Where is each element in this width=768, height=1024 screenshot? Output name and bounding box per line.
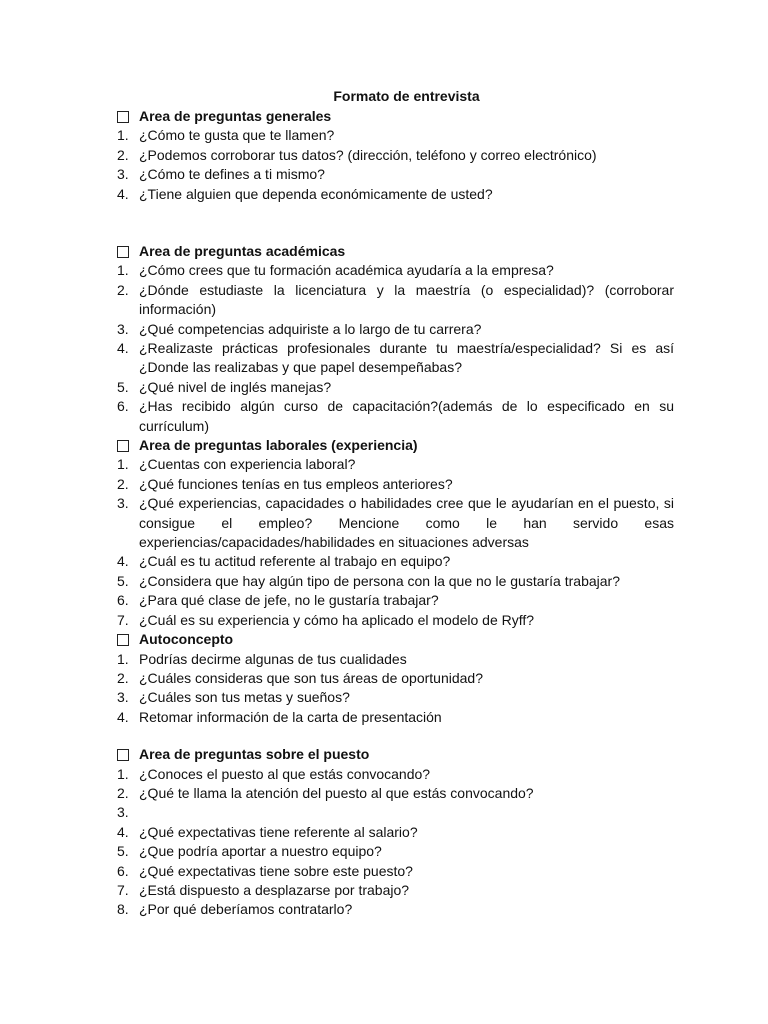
list-item bbox=[117, 591, 674, 610]
item-text: ¿Por qué deberíamos contratarlo? bbox=[139, 901, 353, 918]
item-number: 5. bbox=[117, 378, 129, 395]
section-heading bbox=[117, 630, 674, 649]
item-text: ¿Qué te llama la atención del puesto al que estás convocando? bbox=[139, 784, 534, 801]
list-item bbox=[117, 281, 674, 320]
list-item bbox=[117, 650, 674, 669]
list-item bbox=[117, 397, 674, 436]
item-number: 3. bbox=[117, 495, 129, 512]
list-item bbox=[117, 185, 674, 204]
section-heading bbox=[117, 242, 674, 261]
item-number: 2. bbox=[117, 669, 129, 686]
item-text: ¿Cuentas con experiencia laboral? bbox=[139, 456, 356, 473]
list-item bbox=[117, 261, 674, 280]
list-item bbox=[117, 494, 674, 552]
item-number: 1. bbox=[117, 127, 129, 144]
item-number: 6. bbox=[117, 862, 129, 879]
list-item bbox=[117, 900, 674, 919]
question-list bbox=[117, 765, 674, 920]
document-content bbox=[117, 107, 674, 920]
list-item bbox=[117, 765, 674, 784]
list-item bbox=[117, 320, 674, 339]
section-general-questions bbox=[117, 107, 674, 204]
item-number: 4. bbox=[117, 708, 129, 725]
item-text: ¿Cómo crees que tu formación académica ayudaría a la empresa? bbox=[139, 262, 554, 279]
item-text: ¿Considera que hay algún tipo de persona con la que no le gustaría trabajar? bbox=[139, 572, 620, 589]
item-number: 3. bbox=[117, 804, 129, 821]
section-heading-label: Area de preguntas académicas bbox=[139, 243, 346, 260]
section-work-experience-questions bbox=[117, 436, 674, 630]
item-number: 4. bbox=[117, 553, 129, 570]
list-item bbox=[117, 611, 674, 630]
item-text: ¿Podemos corroborar tus datos? (dirección, teléfono y correo electrónico) bbox=[139, 146, 597, 163]
list-item bbox=[117, 126, 674, 145]
checkbox-icon[interactable] bbox=[117, 111, 129, 123]
item-text: Retomar información de la carta de presentación bbox=[139, 708, 442, 725]
item-number: 2. bbox=[117, 146, 129, 163]
section-heading bbox=[117, 107, 674, 126]
section-position-questions bbox=[117, 745, 674, 920]
item-number: 3. bbox=[117, 689, 129, 706]
item-text: ¿Qué competencias adquiriste a lo largo de tu carrera? bbox=[139, 320, 482, 337]
question-list bbox=[117, 650, 674, 728]
item-number: 2. bbox=[117, 784, 129, 801]
item-text: ¿Qué expectativas tiene referente al salario? bbox=[139, 823, 418, 840]
list-item bbox=[117, 784, 674, 803]
document-title: Formato de entrevista bbox=[333, 88, 480, 104]
section-heading-label: Area de preguntas generales bbox=[139, 108, 332, 124]
item-text: ¿Está dispuesto a desplazarse por trabajo? bbox=[139, 881, 410, 898]
item-text: ¿Cuáles son tus metas y sueños? bbox=[139, 689, 350, 706]
item-number: 5. bbox=[117, 572, 129, 589]
item-number: 3. bbox=[117, 166, 129, 183]
item-number: 7. bbox=[117, 881, 129, 898]
checkbox-icon[interactable] bbox=[117, 634, 129, 646]
list-item bbox=[117, 165, 674, 184]
item-text: ¿Realizaste prácticas profesionales durante tu maestría/especialidad? Si es así ¿Donde las realizabas y que papel desempeñabas? bbox=[139, 340, 674, 376]
item-text: ¿Qué experiencias, capacidades o habilidades cree que le ayudarían en el puesto, si consigue el empleo? Mencione como le han servido esas experiencias/capacidades/habilidades en situaciones adversas bbox=[139, 495, 674, 551]
item-text: ¿Has recibido algún curso de capacitación?(además de lo especificado en su currículum) bbox=[139, 398, 674, 434]
item-number: 1. bbox=[117, 765, 129, 782]
item-number: 1. bbox=[117, 262, 129, 279]
question-list bbox=[117, 261, 674, 436]
item-text: ¿Qué funciones tenías en tus empleos anteriores? bbox=[139, 475, 453, 492]
list-item bbox=[117, 378, 674, 397]
item-number: 7. bbox=[117, 611, 129, 628]
list-item bbox=[117, 708, 674, 727]
item-text: ¿Que podría aportar a nuestro equipo? bbox=[139, 843, 382, 860]
list-item bbox=[117, 552, 674, 571]
item-text: ¿Dónde estudiaste la licenciatura y la maestría (o especialidad)? (corroborar información) bbox=[139, 281, 674, 318]
item-number: 6. bbox=[117, 592, 129, 609]
item-number: 8. bbox=[117, 901, 129, 918]
item-text: ¿Cuál es tu actitud referente al trabajo en equipo? bbox=[139, 553, 451, 570]
item-text: Podrías decirme algunas de tus cualidades bbox=[139, 650, 407, 667]
item-number: 1. bbox=[117, 456, 129, 473]
section-academic-questions bbox=[117, 242, 674, 436]
item-text: ¿Cuáles consideras que son tus áreas de oportunidad? bbox=[139, 669, 483, 686]
item-number: 3. bbox=[117, 320, 129, 337]
list-item bbox=[117, 862, 674, 881]
item-text: ¿Cómo te defines a ti mismo? bbox=[139, 166, 325, 183]
section-heading-label: Area de preguntas sobre el puesto bbox=[139, 746, 370, 763]
item-number: 4. bbox=[117, 823, 129, 840]
list-item bbox=[117, 823, 674, 842]
item-number: 4. bbox=[117, 340, 129, 357]
item-number: 1. bbox=[117, 650, 129, 667]
list-item bbox=[117, 881, 674, 900]
list-item bbox=[117, 146, 674, 165]
list-item bbox=[117, 688, 674, 707]
list-item bbox=[117, 475, 674, 494]
list-item bbox=[117, 669, 674, 688]
question-list bbox=[117, 455, 674, 630]
item-text: ¿Cómo te gusta que te llamen? bbox=[139, 127, 335, 144]
section-heading-label: Area de preguntas laborales (experiencia) bbox=[139, 437, 418, 454]
item-number: 2. bbox=[117, 475, 129, 492]
section-self-concept bbox=[117, 630, 674, 727]
checkbox-icon[interactable] bbox=[117, 749, 129, 761]
section-heading bbox=[117, 436, 674, 455]
item-number: 2. bbox=[117, 281, 129, 298]
item-number: 5. bbox=[117, 843, 129, 860]
checkbox-icon[interactable] bbox=[117, 440, 129, 452]
item-text: ¿Cuál es su experiencia y cómo ha aplicado el modelo de Ryff? bbox=[139, 611, 535, 628]
section-heading-label: Autoconcepto bbox=[139, 631, 234, 648]
question-list bbox=[117, 126, 674, 204]
item-number: 6. bbox=[117, 398, 129, 415]
item-text: ¿Para qué clase de jefe, no le gustaría trabajar? bbox=[139, 592, 439, 609]
item-number: 4. bbox=[117, 185, 129, 202]
list-item bbox=[117, 455, 674, 474]
item-text: ¿Qué expectativas tiene sobre este puesto? bbox=[139, 862, 413, 879]
section-heading bbox=[117, 745, 674, 764]
list-item bbox=[117, 842, 674, 861]
list-item bbox=[117, 803, 674, 822]
checkbox-icon[interactable] bbox=[117, 246, 129, 258]
list-item bbox=[117, 572, 674, 591]
item-text: ¿Tiene alguien que dependa económicamente de usted? bbox=[139, 185, 493, 202]
list-item bbox=[117, 339, 674, 378]
item-text: ¿Qué nivel de inglés manejas? bbox=[139, 378, 332, 395]
item-text: ¿Conoces el puesto al que estás convocando? bbox=[139, 765, 431, 782]
